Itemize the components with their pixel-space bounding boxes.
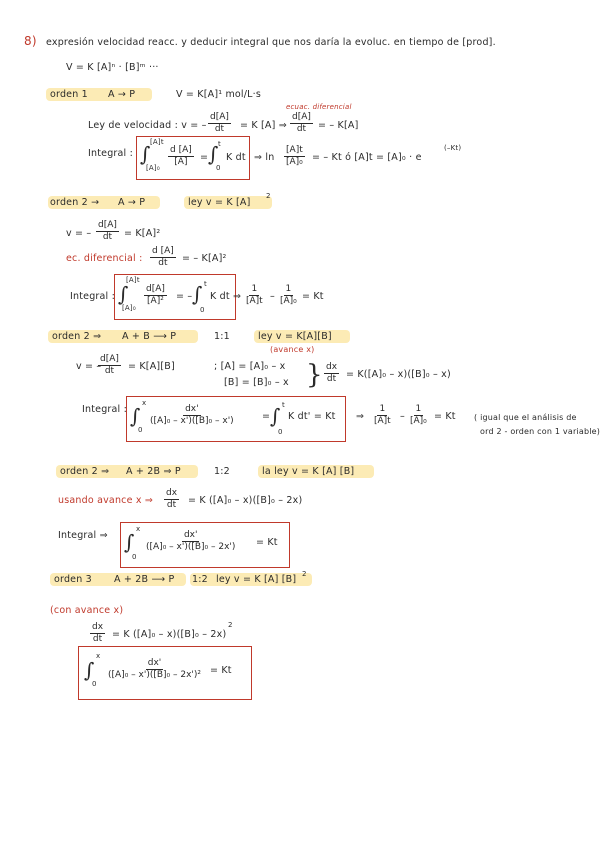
s3-int-frac: $\frac{dx'}{\text{([A]₀ – x')([B]₀ – x')}}$: [150, 404, 234, 426]
s1-result-pre: ⇒ ln: [254, 152, 275, 163]
s2-ec-frac: $\frac{d [A]}{dt}$: [152, 246, 174, 268]
s3-int2-body: K dt' = Kt: [288, 411, 336, 422]
s5-int-lower: 0: [92, 680, 97, 688]
s3-title: orden 2 ⇒: [52, 331, 102, 342]
integral-sign: ∫: [140, 142, 151, 166]
s3-int-mid: =: [262, 411, 271, 422]
s5-int-post: = Kt: [210, 665, 232, 676]
s2-res-post: = Kt: [302, 291, 324, 302]
s5-avance: (con avance x): [50, 605, 124, 616]
s2-ec-label: ec. diferencial :: [66, 253, 143, 264]
s2-v-post: = K[A]²: [124, 228, 161, 239]
s3-reaction: A + B ⟶ P: [122, 331, 177, 342]
problem-number: 8): [24, 34, 37, 48]
s1-int2-body: K dt: [226, 152, 246, 163]
s2-ec-post: = – K[A]²: [182, 253, 227, 264]
s1-ec-label: ecuac. diferencial: [286, 103, 352, 111]
s2-int-lower: [A]₀: [122, 304, 136, 312]
s1-int-upper: [A]t: [150, 138, 164, 146]
s3-int2-lower: 0: [278, 428, 283, 436]
general-rate-law: V = K [A]ⁿ · [B]ᵐ ···: [66, 62, 159, 73]
s3-res-frac-1: $\frac{1}{[A]t}$: [374, 404, 391, 426]
s2-int-mid: = –: [176, 291, 193, 302]
s3-note-line2: ord 2 - orden con 1 variable): [480, 427, 600, 436]
s3-int-upper: x: [142, 399, 147, 407]
s2-reaction: A → P: [118, 197, 146, 208]
s3-res-frac-2: $\frac{1}{\text{[A]₀}}$: [410, 404, 427, 426]
s2-frac: $\frac{d[A]}{dt}$: [98, 220, 117, 242]
s1-frac-2: $\frac{d[A]}{dt}$: [292, 112, 311, 134]
s4-int-lower: 0: [132, 553, 137, 561]
s1-int-frac: $\frac{d [A]}{[A]}$: [170, 145, 192, 167]
problem-statement: expresión velocidad reacc. y deducir integral que nos daría la evoluc. en tiempo de [prod].: [46, 37, 496, 48]
s4-law: la ley v = K [A] [B]: [262, 466, 355, 477]
s4-title: orden 2 ⇒: [60, 466, 110, 477]
s3-avance: (avance x): [270, 345, 315, 354]
s5-dx-exp: 2: [228, 621, 233, 629]
s2-res-minus: –: [270, 291, 275, 302]
s4-dx-frac: $\frac{dx}{dt}$: [166, 488, 178, 510]
s4-using-avance: usando avance x ⇒: [58, 495, 154, 506]
s1-int2-upper: t: [218, 140, 221, 148]
s1-eq-mid: = K [A] ⇒: [240, 120, 287, 131]
s1-int-mid: =: [200, 152, 209, 163]
s3-dx-post: = K([A]₀ – x)([B]₀ – x): [346, 369, 451, 380]
s3-v-pre: v = –: [76, 361, 102, 372]
integral-sign: ∫: [118, 282, 129, 306]
s3-res-post: = Kt: [434, 411, 456, 422]
s3-note-line1: ( igual que el análisis de: [474, 413, 577, 422]
s3-dx-frac: $\frac{dx}{dt}$: [326, 362, 338, 384]
integral-sign: ∫: [270, 404, 281, 428]
s2-law: ley v = K [A]: [188, 197, 251, 208]
s1-frac-1: $\frac{d[A]}{dt}$: [210, 112, 229, 134]
s1-exponent: (–Kt): [444, 144, 462, 152]
s1-title: orden 1: [50, 89, 88, 100]
integral-sign: ∫: [192, 282, 203, 306]
s4-ratio: 1:2: [214, 466, 230, 477]
s2-int2-lower: 0: [200, 306, 205, 314]
s4-dx-post: = K ([A]₀ – x)([B]₀ – 2x): [188, 495, 303, 506]
s4-int-upper: x: [136, 525, 141, 533]
s1-integral-label: Integral :: [88, 148, 134, 159]
integral-sign: ∫: [208, 142, 219, 166]
integral-sign: ∫: [84, 658, 95, 682]
s2-v-pre: v = –: [66, 228, 92, 239]
s3-integral-label: Integral :: [82, 404, 128, 415]
s3-int2-upper: t: [282, 401, 285, 409]
s1-reaction: A → P: [108, 89, 136, 100]
s3-res-minus: –: [400, 411, 405, 422]
s1-int-lower: [A]₀: [146, 164, 160, 172]
s4-int-post: = Kt: [256, 537, 278, 548]
s5-reaction: A + 2B ⟶ P: [114, 574, 175, 585]
s3-int-lower: 0: [138, 426, 143, 434]
s3-res-pre: ⇒: [356, 411, 365, 422]
s3-ratio: 1:1: [214, 331, 230, 342]
s5-law: ley v = K [A] [B]: [216, 574, 297, 585]
s1-result-post: = – Kt ó [A]t = [A]₀ · e: [312, 152, 422, 163]
s2-int-frac: $\frac{d[A]}{\text{[A]²}}$: [146, 284, 165, 306]
s5-ratio: 1:2: [192, 574, 208, 585]
s3-v-post: = K[A][B]: [128, 361, 175, 372]
s4-integral-label: Integral ⇒: [58, 530, 108, 541]
s2-res-frac-1: $\frac{1}{[A]t}$: [246, 284, 263, 306]
s2-law-exp: 2: [266, 192, 271, 200]
brace: }: [306, 360, 323, 390]
s1-int2-lower: 0: [216, 164, 221, 172]
s3-cond-b: [B] = [B]₀ – x: [224, 377, 289, 388]
s1-rate: V = K[A]¹ mol/L·s: [176, 89, 262, 100]
s2-int2-upper: t: [204, 280, 207, 288]
s4-int-frac: $\frac{dx'}{\text{([A]₀ – x')([B]₀ – 2x')}}$: [146, 530, 236, 552]
s5-title: orden 3: [54, 574, 92, 585]
s2-integral-label: Integral :: [70, 291, 116, 302]
s2-res-frac-2: $\frac{1}{\text{[A]₀}}$: [280, 284, 297, 306]
s2-int2-body: K dt ⇒: [210, 291, 242, 302]
s3-cond-a: ; [A] = [A]₀ – x: [214, 361, 286, 372]
s5-law-exp: 2: [302, 570, 307, 578]
s1-law-label: Ley de velocidad : v = –: [88, 120, 207, 131]
s2-title: orden 2 →: [50, 197, 100, 208]
s3-frac: $\frac{d[A]}{dt}$: [100, 354, 119, 376]
s1-result-frac: $\frac{[A]t}{\text{[A]₀}}$: [286, 145, 303, 167]
s5-dx-frac: $\frac{dx}{dt}$: [92, 622, 104, 644]
s4-reaction: A + 2B ⇒ P: [126, 466, 181, 477]
integral-sign: ∫: [124, 530, 135, 554]
integral-sign: ∫: [130, 404, 141, 428]
s3-law: ley v = K[A][B]: [258, 331, 332, 342]
s1-eq-end: = – K[A]: [318, 120, 359, 131]
s5-dx-post: = K ([A]₀ – x)([B]₀ – 2x): [112, 629, 227, 640]
s5-int-frac: $\frac{dx'}{\text{([A]₀ – x')([B]₀ – 2x')²}}$: [108, 658, 202, 680]
s5-int-upper: x: [96, 652, 101, 660]
s2-int-upper: [A]t: [126, 276, 140, 284]
